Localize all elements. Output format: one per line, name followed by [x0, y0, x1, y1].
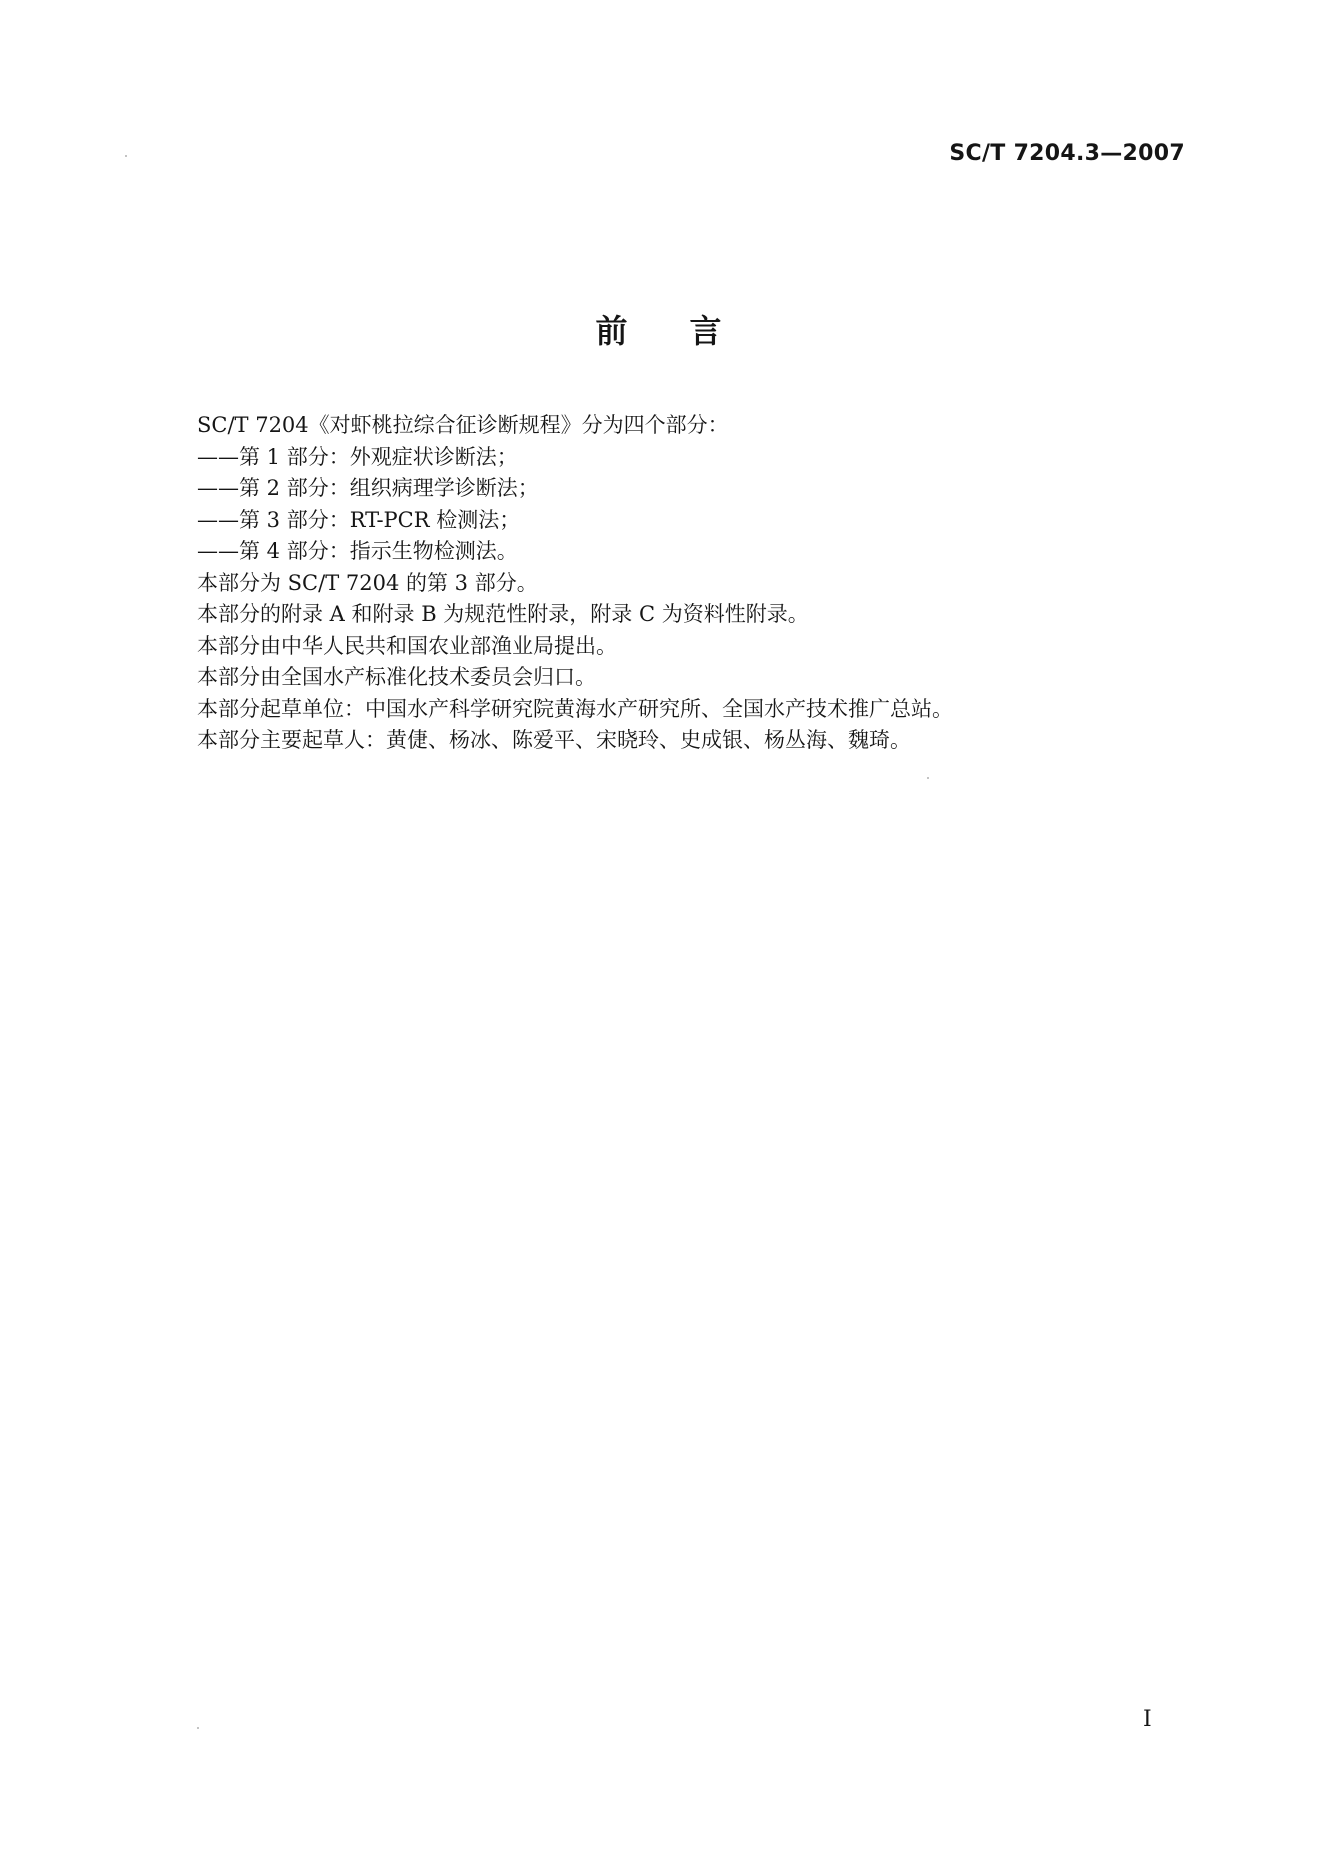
page-number: I [1143, 1707, 1152, 1732]
list-item-part-2: ——第 2 部分：组织病理学诊断法； [197, 476, 539, 500]
page-title: 前言 [595, 312, 784, 350]
committee-statement: 本部分由全国水产标准化技术委员会归口。 [197, 665, 596, 689]
standard-code: SC/T 7204.3—2007 [949, 141, 1185, 166]
intro-line: SC/T 7204《对虾桃拉综合征诊断规程》分为四个部分： [197, 413, 729, 437]
scan-speck [125, 155, 127, 157]
list-item-part-1: ——第 1 部分：外观症状诊断法； [197, 444, 518, 469]
scan-speck [197, 1727, 199, 1729]
drafters: 本部分主要起草人：黄倢、杨冰、陈爱平、宋晓玲、史成银、杨丛海、魏琦。 [197, 728, 911, 752]
proposer-statement: 本部分由中华人民共和国农业部渔业局提出。 [197, 633, 617, 658]
part-statement: 本部分为 SC/T 7204 的第 3 部分。 [197, 570, 538, 595]
drafting-units: 本部分起草单位：中国水产科学研究院黄海水产研究所、全国水产技术推广总站。 [197, 696, 953, 721]
list-item-part-4: ——第 4 部分：指示生物检测法。 [197, 539, 518, 563]
foreword-body [197, 410, 1157, 757]
annex-statement: 本部分的附录 A 和附录 B 为规范性附录，附录 C 为资料性附录。 [197, 602, 809, 626]
list-item-part-3: ——第 3 部分：RT-PCR 检测法； [197, 507, 521, 532]
scan-speck [927, 777, 929, 779]
